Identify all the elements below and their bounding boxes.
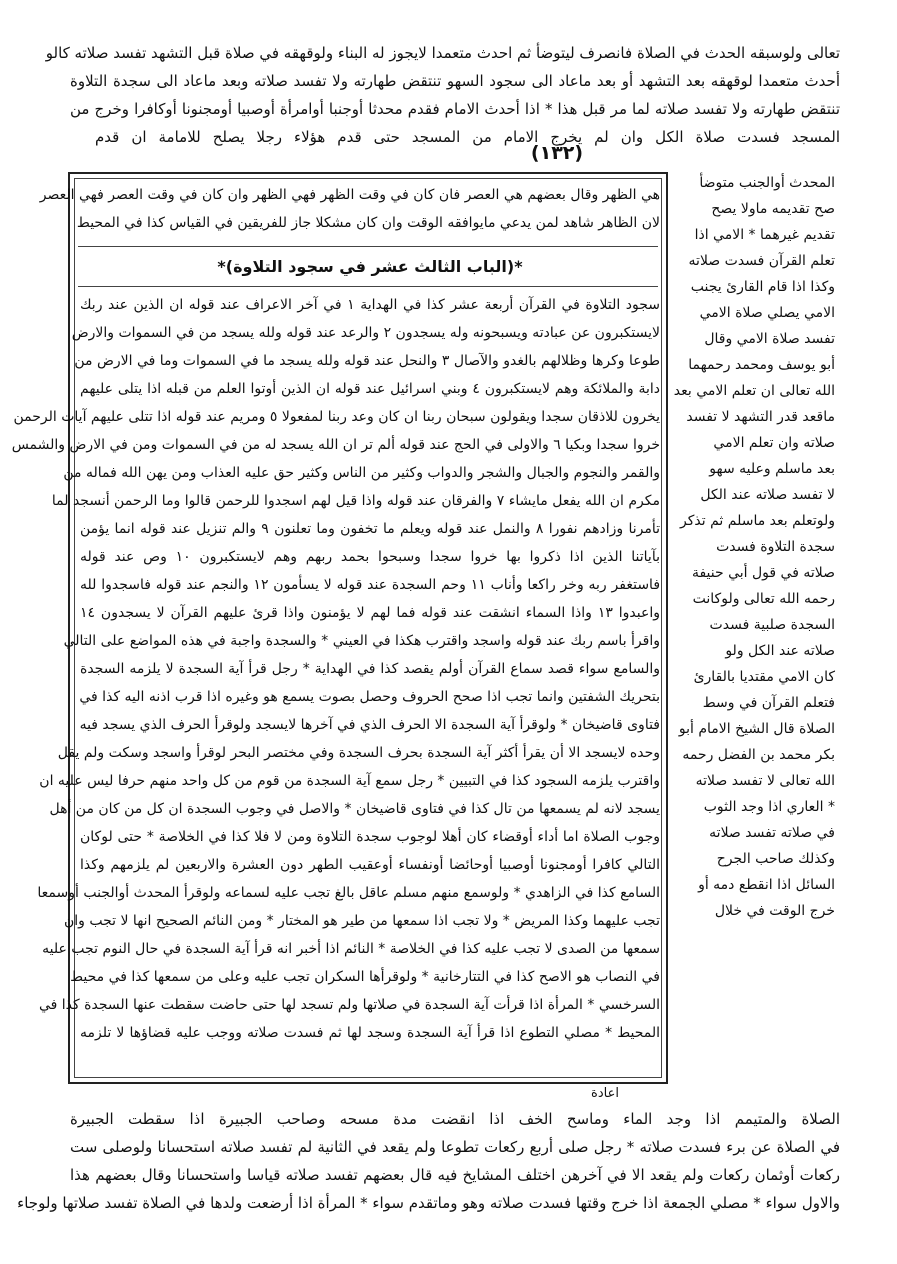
margin-line: الله تعالى ان تعلم الامي بعد xyxy=(673,383,835,399)
frame-line: في النصاب هو الاصح كذا في التتارخانية * ولوقرأها السكران تجب عليه وعلى من سمعها كذا في محيط xyxy=(70,969,660,985)
margin-line: ماقعد قدر التشهد لا تفسد xyxy=(686,409,835,425)
frame-line: واعبدوا ١٣ واذا السماء انشقت عند قوله فما لهم لا يؤمنون واذا قرئ عليهم القرآن لا يسجدون ١٤ xyxy=(80,605,660,621)
margin-column xyxy=(673,170,835,924)
margin-line: بعد ماسلم وعليه سهو xyxy=(709,461,835,477)
margin-line: ولوتعلم بعد ماسلم ثم تذكر xyxy=(680,513,835,529)
margin-line: تقديم غيرهما * الامي اذا xyxy=(694,227,835,243)
margin-line: * العاري اذا وجد الثوب xyxy=(703,799,835,815)
margin-line: تعلم القرآن فسدت صلاته xyxy=(688,253,835,269)
margin-line: كان الامي مقتديا بالقارئ xyxy=(693,669,835,685)
margin-line: وكذلك صاحب الجرح xyxy=(716,851,835,867)
chapter-heading: *(الباب الثالث عشر في سجود التلاوة)* xyxy=(217,257,523,276)
frame-line: فتاوى قاضيخان * ولوقرأ آية السجدة الا الحرف الذي في آخرها لايسجد ولوقرأ الحرف الذي يسجد فيه xyxy=(79,717,660,733)
frame-line: تجب عليهما وكذا المريض * ولا تجب اذا سمعها من طير هو المختار * ومن النائم الصحيح انها لا تجب وان xyxy=(63,913,660,929)
chapter-rule xyxy=(78,286,658,287)
frame-line: لان الظاهر شاهد لمن يدعي مايوافقه الوقت وان كان مشكلا جاز للفريقين في القياس كذا في المحيط xyxy=(76,215,660,231)
frame-line: السامع كذا في الزاهدي * ولوسمع منهم مسلم عاقل بالغ تجب عليه لسماعه ولوقرأ المحدث أوالجنب أوسمعا xyxy=(37,885,660,901)
page-number: (١٣٢) xyxy=(530,142,584,164)
top-line: تعالى ولوسبقه الحدث في الصلاة فانصرف ليتوضأ ثم احدث متعمدا لايجوز له البناء ولوقهقه في صلاة قبل التشهد تفسد صلاته كالو xyxy=(45,44,840,62)
top-line: أحدث متعمدا لوقهقه بعد التشهد أو بعد ماعاد الى سجود السهو تنتقض طهارته ولا تفسد صلاته وبعد ماعاد الى سجدة التلاوة xyxy=(70,72,840,90)
frame-line: التالي كافرا أومجنونا أوصبيا أوحائضا أونفساء أوعقيب الطهر دون العشرة والاربعين لم يلزمهم وكذا xyxy=(80,857,660,873)
bottom-line: والاول سواء * مصلي الجمعة اذا خرج وقتها فسدت صلاته وهو وماتقدم سواء * المرأة اذا أرضعت ولدها في الصلاة تفسد صلاتها ولوجاء xyxy=(17,1194,840,1212)
frame-line: واقرأ باسم ربك عند قوله واسجد واقترب هكذا في العيني * والسجدة واجبة في هذه المواضع على التالي xyxy=(63,633,660,649)
margin-line: المحدث أوالجنب متوضأ xyxy=(699,175,835,191)
frame-line: سجود التلاوة في القرآن أربعة عشر كذا في الهداية ١ في آخر الاعراف عند قوله ان الذين عند ربك xyxy=(80,297,660,313)
frame-line: وحده لايسجد الا أن يقرأ أكثر آية السجدة بحرف السجدة وفي مختصر البحر لوقرأ واسجد وسكت ولم يقل xyxy=(57,745,660,761)
frame-line: والسامع سواء قصد سماع القرآن أولم يقصد كذا في الهداية * رجل قرأ آية السجدة لا يلزمه السجدة xyxy=(80,661,660,677)
frame-line: مكرم ان الله يفعل مايشاء ٧ والفرقان عند قوله واذا قيل لهم اسجدوا للرحمن قالوا وما الرحمن أنسجد لما xyxy=(51,493,660,509)
margin-line: رحمه الله تعالى ولوكانت xyxy=(692,591,835,607)
frame-line: والقمر والنجوم والجبال والشجر والدواب وكثير من الناس وكثير حق عليه العذاب ومن يهن الله فماله من xyxy=(63,465,660,481)
margin-line: السجدة صلبية فسدت xyxy=(709,617,835,633)
frame-line: بآياتنا الذين اذا ذكروا بها خروا سجدا وسبحوا بحمد ربهم وهم لايستكبرون ١٠ وص عند قوله xyxy=(80,549,660,565)
margin-line: في صلاته تفسد صلاته xyxy=(709,825,835,841)
margin-line: سجدة التلاوة فسدت xyxy=(716,539,835,555)
main-text-frame xyxy=(11,172,668,1084)
margin-line: فتعلم القرآن في وسط xyxy=(702,695,835,711)
margin-line: صلاته في قول أبي حنيفة xyxy=(691,565,835,581)
frame-line: فاستغفر ربه وخر راكعا وأناب ١١ وحم السجدة عند قوله لا يسأمون ١٢ والنجم عند قوله فاسجدوا لله xyxy=(80,577,661,593)
frame-line: طوعا وكرها وظلالهم بالغدو والآصال ٣ والنحل عند قوله ولله يسجد ما في السموات وما في الارض من xyxy=(74,353,660,369)
frame-line: دابة والملائكة وهم لايستكبرون ٤ وبني اسرائيل عند قوله ان الذين أوتوا العلم من قبله اذا يتلى عليهم xyxy=(80,381,660,397)
margin-line: وكذا اذا قام القارئ يجنب xyxy=(690,279,835,295)
margin-line: لا تفسد صلاته عند الكل xyxy=(700,487,835,503)
bottom-line: في الصلاة عن برء فسدت صلاته * رجل صلى أربع ركعات تطوعا ولم يقعد في الثانية لم تفسد صلاته استحسانا ولوصلى ست xyxy=(70,1138,840,1156)
margin-line: السائل اذا انقطع دمه أو xyxy=(698,877,835,893)
frame-line: خروا سجدا وبكيا ٦ والاولى في الحج عند قوله ألم تر ان الله يسجد له من في السموات ومن في الارض والشمس xyxy=(11,437,660,453)
catchword: اعادة xyxy=(591,1086,619,1101)
frame-line: السرخسي * المرأة اذا قرأت آية السجدة في صلاتها ولم تسجد لها حتى حاضت سقطت عنها السجدة كذا في xyxy=(38,997,660,1013)
frame-line: المحيط * مصلي التطوع اذا قرأ آية السجدة وسجد لها ثم فسدت صلاته ووجب عليه قضاؤها لا تلزمه xyxy=(80,1025,660,1041)
margin-line: الله تعالى لا تفسد صلاته xyxy=(695,773,835,789)
margin-line: صح تقديمه ماولا يصح xyxy=(711,201,835,217)
frame-line: يسجد لانه لم يسمعها من تال كذا في فتاوى قاضيخان * والاصل في وجوب السجدة ان كل من كان من أهل xyxy=(49,801,660,817)
bottom-line: الصلاة والمتيمم اذا وجد الماء وماسح الخف اذا انقضت مدة مسحه وصاحب الجبيرة اذا سقطت الجبيرة xyxy=(70,1110,840,1128)
margin-line: خرج الوقت في خلال xyxy=(714,903,835,919)
margin-line: صلاته وان تعلم الامي xyxy=(713,435,835,451)
frame-line: تأمرنا وزادهم نفورا ٨ والنمل عند قوله ويعلم ما تخفون وما تعلنون ٩ والم تنزيل عند قوله انما يؤمن xyxy=(80,521,661,537)
chapter-rule xyxy=(78,246,658,247)
frame-line: واقترب يلزمه السجود كذا في التبيين * رجل سمع آية السجدة من قوم من كل واحد منهم حرفا ليس عليه ان xyxy=(39,773,660,789)
margin-line: الصلاة قال الشيخ الامام أبو xyxy=(678,721,835,737)
frame-line: يخرون للاذقان سجدا ويقولون سبحان ربنا ان كان وعد ربنا لمفعولا ٥ ومريم عند قوله اذا تتلى عليهم آيات الرحمن xyxy=(13,409,660,425)
margin-line: أبو يوسف ومحمد رحمهما xyxy=(688,357,835,373)
margin-line: تفسد صلاة الامي وقال xyxy=(704,331,835,347)
top-line: المسجد فسدت صلاة الكل وان لم يخرج الامام من المسجد حتى قدم هؤلاء رجلا يصلح للامامة ان قدم xyxy=(95,128,840,146)
frame-line: هي الظهر وقال بعضهم هي العصر فان كان في وقت الظهر فهي الظهر وان كان في وقت العصر فهي العصر xyxy=(39,187,660,203)
frame-line: سمعها من الصدى لا تجب عليه كذا في الخلاصة * النائم اذا أخبر انه قرأ آية السجدة في حال النوم تجب عليه xyxy=(42,941,660,957)
bottom-line: ركعات أوثمان ركعات ولم يقعد الا في آخرهن اختلف المشايخ فيه قال بعضهم تفسد صلاته قياسا واستحسانا وقال بعضهم هذا xyxy=(70,1166,840,1184)
margin-line: بكر محمد بن الفضل رحمه xyxy=(682,747,835,763)
margin-line: صلاته عند الكل ولو xyxy=(725,643,835,659)
top-line: تنتقض طهارته ولا تفسد صلاته لما مر قبل هذا * اذا أحدث الامام فقدم محدثا أوجنبا أوامرأة أوصبيا أومجنونا أوكافرا وخرج من xyxy=(70,100,840,118)
margin-line: الامي يصلي صلاة الامي xyxy=(699,305,835,321)
frame-line: لايستكبرون عن عبادته ويسبحونه وله يسجدون ٢ والرعد عند قوله ولله يسجد من في السموات والارض xyxy=(71,325,660,341)
frame-line: وجوب الصلاة اما أداء أوقضاء كان أهلا لوجوب سجدة التلاوة ومن لا فلا كذا في الخلاصة * حتى لوكان xyxy=(80,829,660,845)
frame-line: بتحريك الشفتين وانما تجب اذا صحح الحروف وحصل بصوت يسمع هو وغيره اذا قرب اذنه اليه كذا في xyxy=(79,689,660,705)
